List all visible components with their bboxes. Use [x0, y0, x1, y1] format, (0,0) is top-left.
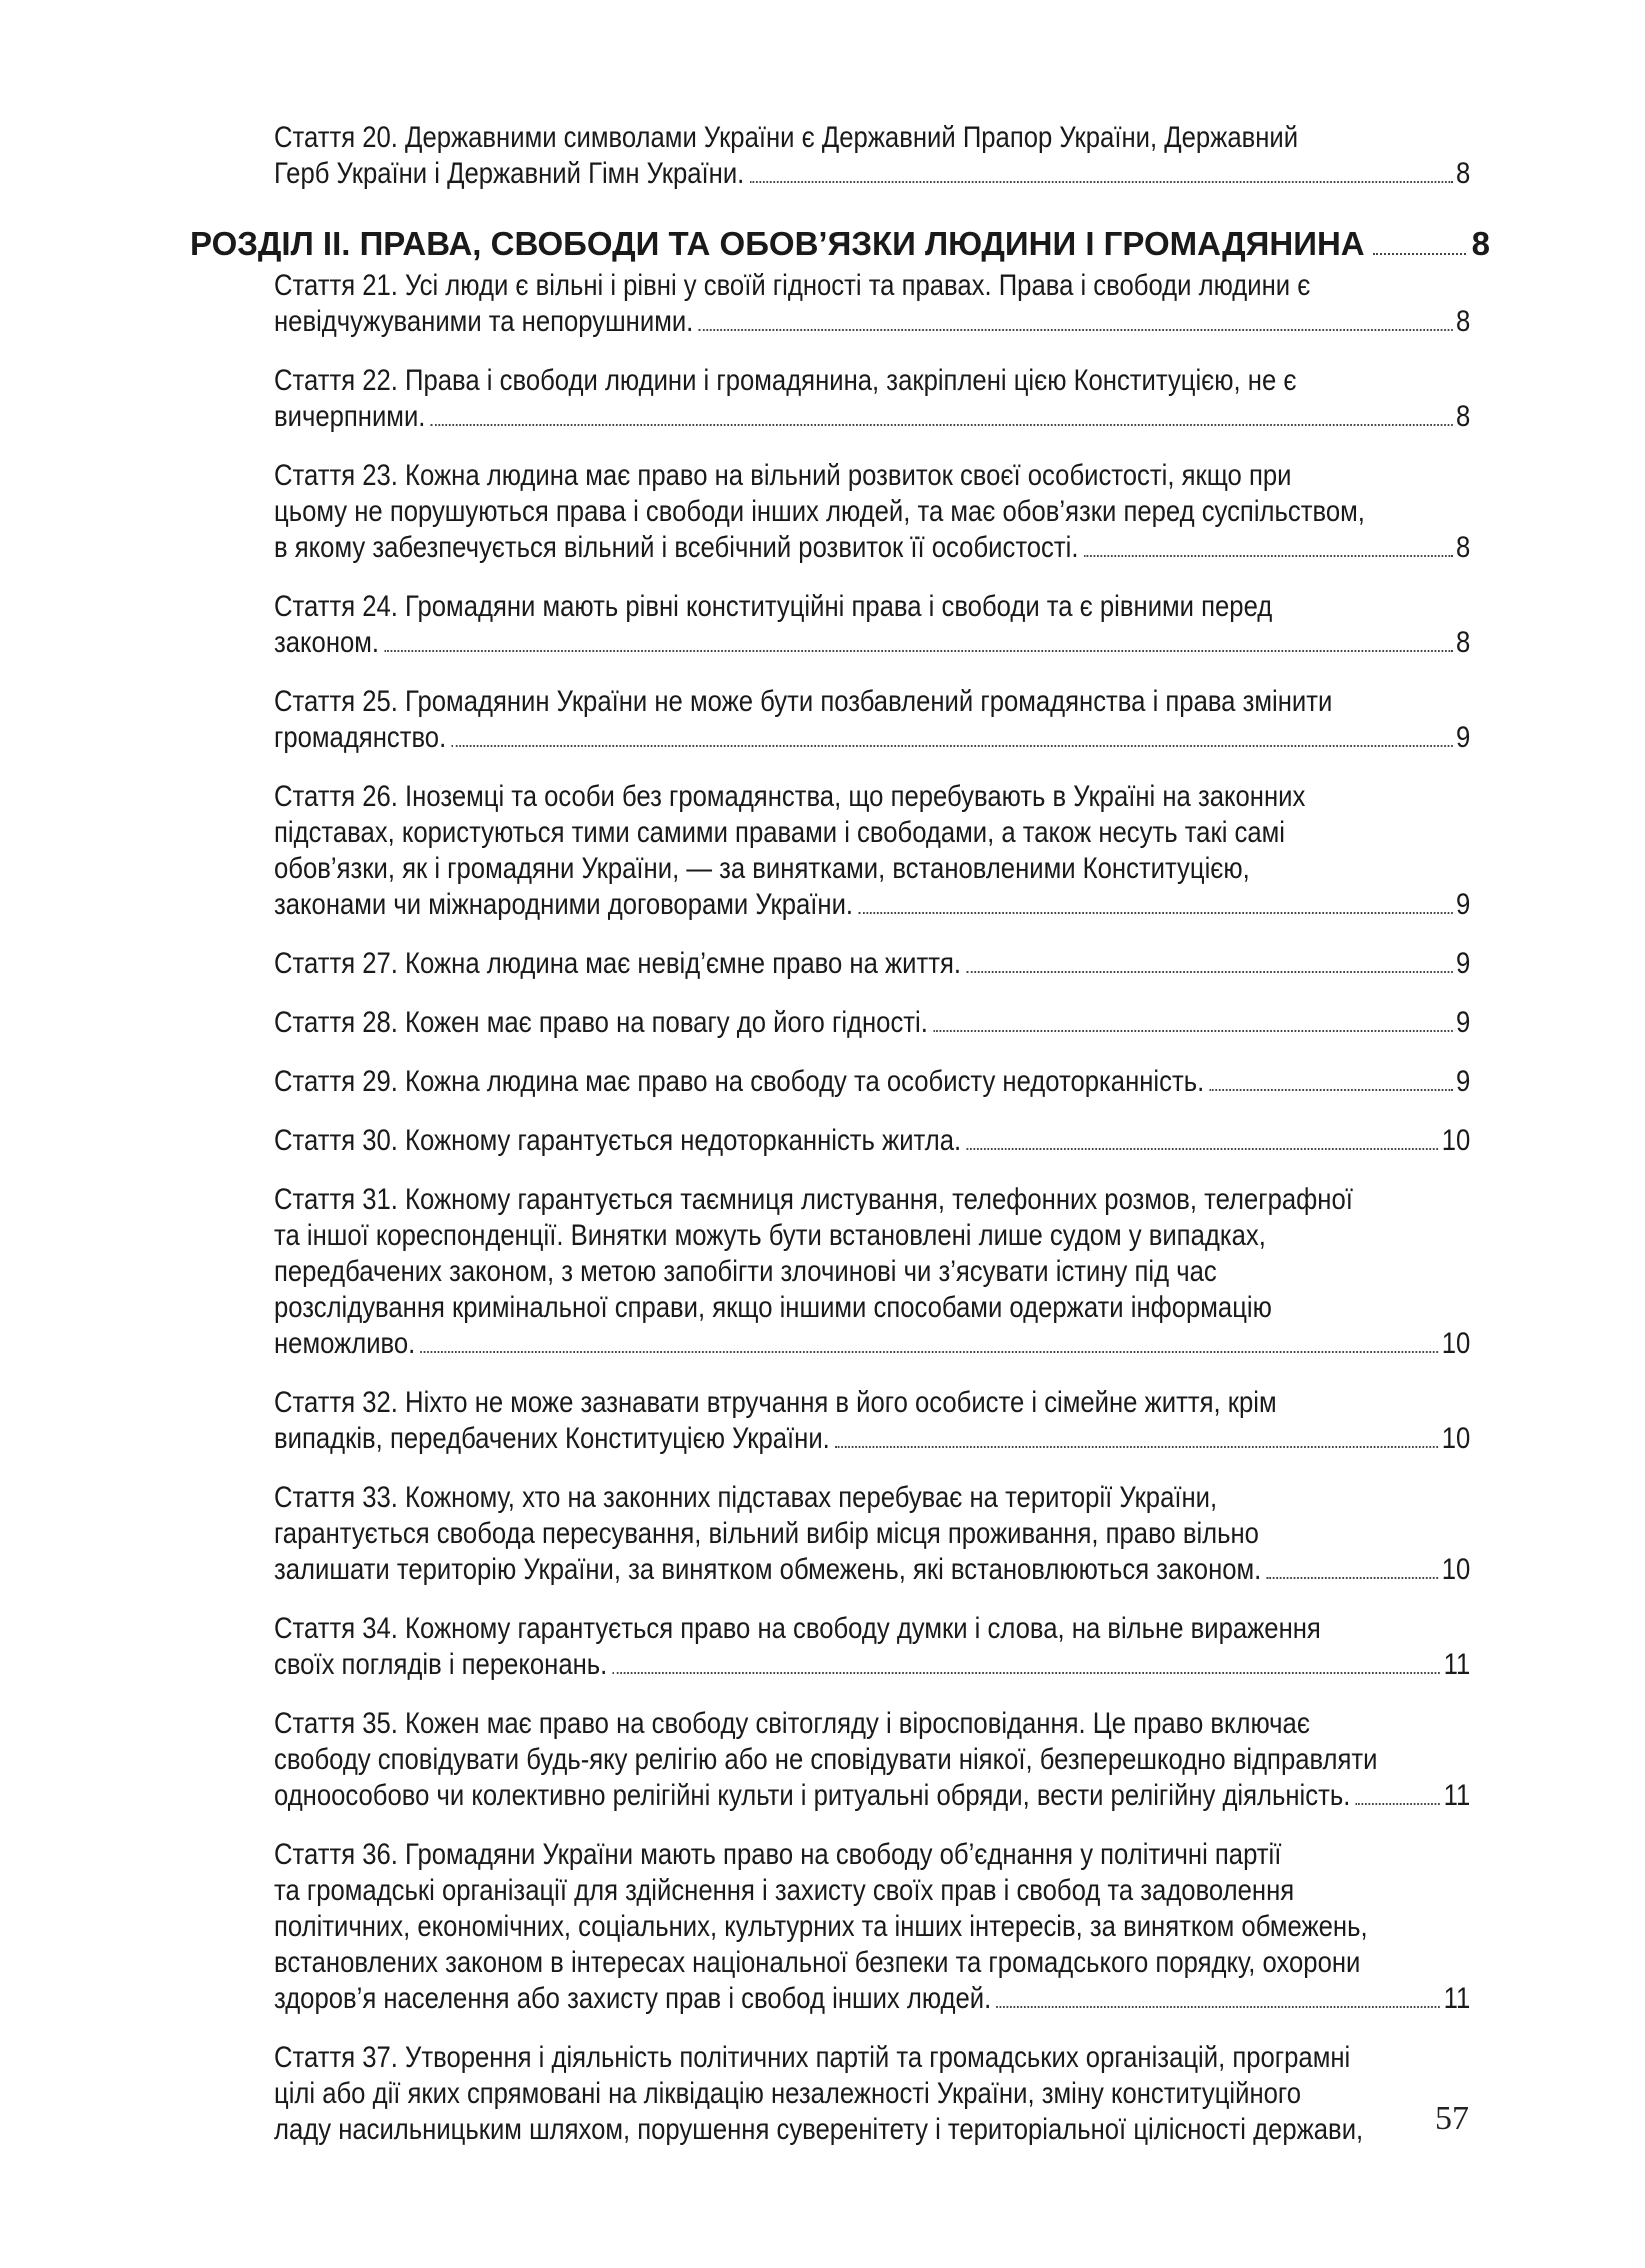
- entry-page-number: 8: [1455, 626, 1471, 659]
- toc-section-heading[interactable]: [190, 224, 1490, 264]
- entry-last-line: [274, 720, 1470, 756]
- entry-text-line: невідчужуваними та непорушними.: [274, 305, 694, 338]
- entry-text-line: Герб України і Державний Гімн України.: [274, 157, 745, 190]
- entry-text-line: неможливо.: [274, 1327, 416, 1360]
- entry-last-line: [274, 887, 1470, 923]
- toc-entry[interactable]: [274, 2040, 1470, 2148]
- entry-page-number: 11: [1443, 1648, 1471, 1681]
- dot-leader: [1267, 1577, 1439, 1579]
- entry-last-line: [274, 1778, 1470, 1814]
- toc-entry[interactable]: [274, 120, 1470, 192]
- entry-page-number: 8: [1455, 531, 1471, 564]
- dot-leader: [966, 971, 1452, 973]
- entry-text-line: своїх поглядів і переконань.: [274, 1648, 608, 1681]
- entry-text-line: залишати територію України, за винятком обмежень, які встановлюються законом.: [274, 1553, 1262, 1586]
- entry-last-line: [274, 1326, 1470, 1362]
- entry-page-number: 9: [1455, 888, 1471, 921]
- toc-entry[interactable]: [274, 1837, 1470, 2017]
- entry-text-line: Стаття 27. Кожна людина має невід’ємне право на життя.: [274, 947, 962, 980]
- toc-entry[interactable]: [274, 458, 1470, 566]
- entry-text-line: Стаття 36. Громадяни України мають право на свободу об’єднання у політичні партії: [274, 1838, 1282, 1871]
- entry-last-line: [274, 625, 1470, 661]
- toc-entry[interactable]: [274, 1706, 1470, 1814]
- entry-text-line: Стаття 20. Державними символами України є Державний Прапор України, Державний: [274, 121, 1299, 154]
- entry-last-line: [274, 1064, 1470, 1100]
- entry-last-line: [274, 530, 1470, 566]
- entry-text-line: Стаття 34. Кожному гарантується право на свободу думки і слова, на вільне вираження: [274, 1612, 1321, 1645]
- dot-leader: [1356, 1803, 1441, 1805]
- entry-last-line: [274, 304, 1470, 340]
- entry-last-line: [274, 1421, 1470, 1457]
- entry-text-line: Стаття 24. Громадяни мають рівні конституційні права і свободи та є рівними перед: [274, 590, 1273, 623]
- entry-text-line: одноособово чи колективно релігійні культи і ритуальні обряди, вести релігійну діяльність.: [274, 1779, 1351, 1812]
- entry-text-line: Стаття 23. Кожна людина має право на вільний розвиток своєї особистості, якщо при: [274, 459, 1292, 492]
- entry-page-number: 8: [1455, 400, 1471, 433]
- toc-entry[interactable]: [274, 268, 1470, 340]
- toc-entry[interactable]: [274, 1064, 1470, 1100]
- page-number: 57: [1435, 2100, 1469, 2137]
- entry-text-line: Стаття 37. Утворення і діяльність політичних партій та громадських організацій, програмні: [274, 2041, 1351, 2074]
- dot-leader: [384, 650, 1452, 652]
- entry-text-line: встановлених законом в інтересах національної безпеки та громадського порядку, охорони: [274, 1946, 1361, 1979]
- entry-text-line: та громадські організації для здійснення і захисту своїх прав і свобод та задоволення: [274, 1874, 1295, 1907]
- toc-entry[interactable]: [274, 946, 1470, 982]
- entry-text-line: Стаття 32. Ніхто не може зазнавати втручання в його особисте і сімейне життя, крім: [274, 1386, 1277, 1419]
- section-title: РОЗДІЛ ІІ. ПРАВА, СВОБОДИ ТА ОБОВ’ЯЗКИ ЛЮДИНИ І ГРОМАДЯНИНА: [190, 225, 1365, 262]
- entry-text-line: Стаття 29. Кожна людина має право на свободу та особисту недоторканність.: [274, 1065, 1205, 1098]
- dot-leader: [996, 2006, 1440, 2008]
- entry-text-line: в якому забезпечується вільний і всебічний розвиток її особистості.: [274, 531, 1079, 564]
- dot-leader: [858, 912, 1452, 914]
- toc-entry[interactable]: [274, 1611, 1470, 1683]
- entry-text-line: громадянство.: [274, 721, 447, 754]
- entry-last-line: [274, 946, 1470, 982]
- dot-leader: [933, 1030, 1452, 1032]
- entry-text-line: цьому не порушуються права і свободи інших людей, та має обов’язки перед суспільством,: [274, 495, 1365, 528]
- dot-leader: [431, 424, 1453, 426]
- entry-last-line: [274, 1005, 1470, 1041]
- entry-page-number: 9: [1455, 1006, 1471, 1039]
- entry-last-line: [274, 1552, 1470, 1588]
- entry-page-number: 9: [1455, 947, 1471, 980]
- dot-leader: [421, 1351, 1439, 1353]
- entry-last-line: [274, 1123, 1470, 1159]
- toc-entry[interactable]: [274, 1005, 1470, 1041]
- entry-text-line: ладу насильницьким шляхом, порушення суверенітету і територіальної цілісності держави,: [274, 2113, 1364, 2146]
- entry-text-line: підставах, користуються тими самими правами і свободами, а також несуть такі самі: [274, 816, 1285, 849]
- entry-text-line: здоров’я населення або захисту прав і свобод інших людей.: [274, 1982, 992, 2015]
- entry-text-line: вичерпними.: [274, 400, 426, 433]
- entry-text-line: передбачених законом, з метою запобігти злочинові чи з’ясувати істину під час: [274, 1255, 1217, 1288]
- entry-page-number: 11: [1443, 1982, 1471, 2015]
- toc-entry[interactable]: [274, 1123, 1470, 1159]
- entry-text-line: Стаття 31. Кожному гарантується таємниця листування, телефонних розмов, телеграфної: [274, 1183, 1353, 1216]
- entry-page-number: 10: [1441, 1327, 1471, 1360]
- toc-entry[interactable]: [274, 363, 1470, 435]
- entry-text-line: Стаття 25. Громадянин України не може бути позбавлений громадянства і права змінити: [274, 685, 1333, 718]
- dot-leader: [750, 181, 1453, 183]
- entry-last-line: [274, 399, 1470, 435]
- toc-entry[interactable]: [274, 1480, 1470, 1588]
- dot-leader: [613, 1672, 1441, 1674]
- entry-page-number: 11: [1443, 1779, 1471, 1812]
- entry-page-number: 10: [1441, 1553, 1471, 1586]
- entry-text-line: гарантується свобода пересування, вільний вибір місця проживання, право вільно: [274, 1517, 1259, 1550]
- entry-page-number: 8: [1455, 305, 1471, 338]
- entry-text-line: цілі або дії яких спрямовані на ліквідацію незалежності України, зміну конституційного: [274, 2077, 1301, 2110]
- entry-text-line: Стаття 30. Кожному гарантується недоторканність житла.: [274, 1124, 962, 1157]
- entry-text-line: Стаття 28. Кожен має право на повагу до його гідності.: [274, 1006, 928, 1039]
- dot-leader: [1209, 1089, 1452, 1091]
- dot-leader: [1084, 555, 1453, 557]
- entry-text-line: Стаття 33. Кожному, хто на законних підставах перебуває на території України,: [274, 1481, 1218, 1514]
- entry-text-line: випадків, передбачених Конституцією України.: [274, 1422, 830, 1455]
- entry-last-line: [274, 1647, 1470, 1683]
- entry-page-number: 9: [1455, 721, 1471, 754]
- entry-page-number: 9: [1455, 1065, 1471, 1098]
- entry-text-line: законами чи міжнародними договорами України.: [274, 888, 854, 921]
- entry-text-line: обов’язки, як і громадяни України, — за винятками, встановленими Конституцією,: [274, 852, 1250, 885]
- dot-leader: [966, 1148, 1438, 1150]
- dot-leader: [451, 745, 1452, 747]
- entry-last-line: [274, 1981, 1470, 2017]
- dot-leader: [1373, 253, 1466, 255]
- entry-page-number: 10: [1441, 1124, 1471, 1157]
- dot-leader: [699, 329, 1453, 331]
- entry-text-line: розслідування кримінальної справи, якщо іншими способами одержати інформацію: [274, 1291, 1272, 1324]
- toc-entry[interactable]: [274, 779, 1470, 923]
- toc-entry[interactable]: [274, 684, 1470, 756]
- section-page-number: 8: [1471, 225, 1490, 262]
- toc-entry[interactable]: [274, 589, 1470, 661]
- entry-page-number: 10: [1441, 1422, 1471, 1455]
- entry-last-line: [274, 156, 1470, 192]
- entry-text-line: Стаття 21. Усі люди є вільні і рівні у своїй гідності та правах. Права і свободи людини є: [274, 269, 1311, 302]
- entry-text-line: законом.: [274, 626, 380, 659]
- entry-page-number: 8: [1455, 157, 1471, 190]
- toc-entry[interactable]: [274, 1385, 1470, 1457]
- dot-leader: [835, 1446, 1438, 1448]
- table-of-contents: [190, 120, 1490, 2171]
- entry-text-line: Стаття 22. Права і свободи людини і громадянина, закріплені цією Конституцією, не є: [274, 364, 1297, 397]
- toc-entry[interactable]: [274, 1182, 1470, 1362]
- entry-text-line: політичних, економічних, соціальних, культурних та інших інтересів, за винятком обмежень,: [274, 1910, 1368, 1943]
- entry-text-line: свободу сповідувати будь-яку релігію або не сповідувати ніякої, безперешкодно відправляти: [274, 1743, 1378, 1776]
- entry-text-line: та іншої кореспонденції. Винятки можуть бути встановлені лише судом у випадках,: [274, 1219, 1266, 1252]
- entry-text-line: Стаття 35. Кожен має право на свободу світогляду і віросповідання. Це право включає: [274, 1707, 1310, 1740]
- entry-text-line: Стаття 26. Іноземці та особи без громадянства, що перебувають в Україні на законних: [274, 780, 1306, 813]
